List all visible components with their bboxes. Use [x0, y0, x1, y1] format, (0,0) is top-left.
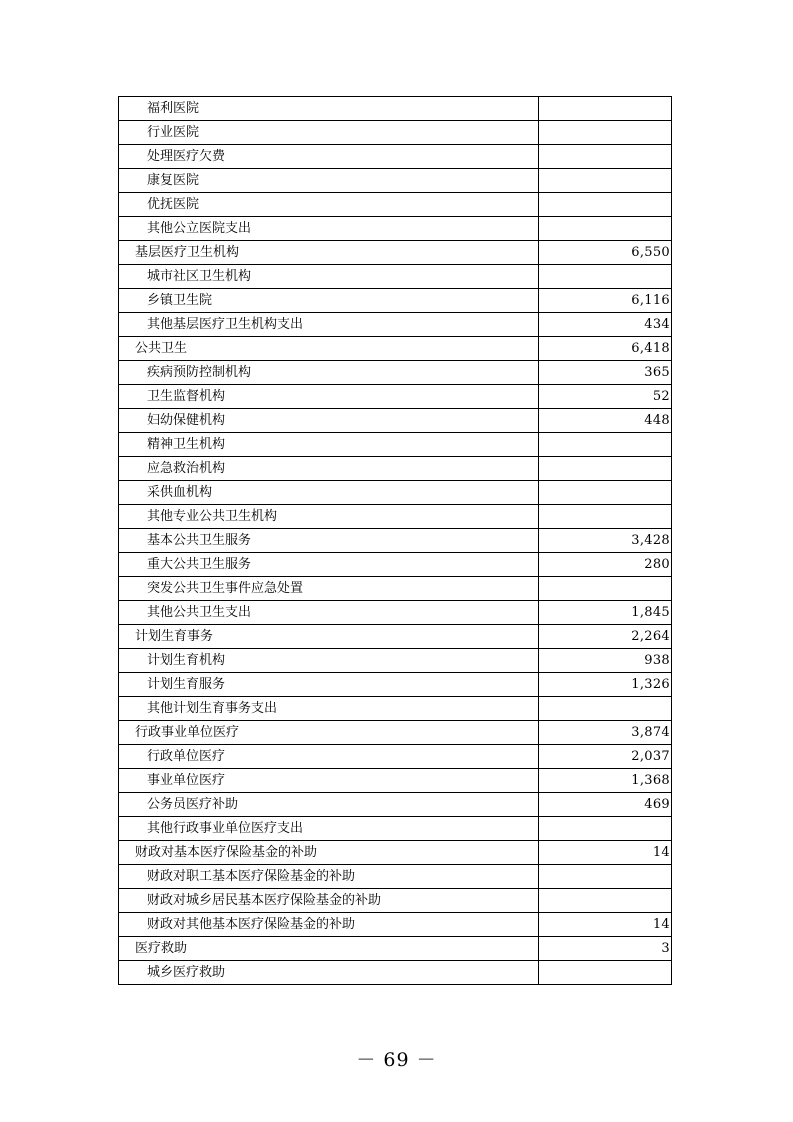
row-value-cell: 3,874	[539, 721, 672, 745]
row-name-cell: 行政单位医疗	[119, 745, 539, 769]
row-name-cell: 康复医院	[119, 169, 539, 193]
row-value-cell	[539, 193, 672, 217]
row-name-cell: 财政对其他基本医疗保险基金的补助	[119, 913, 539, 937]
row-name-cell: 计划生育服务	[119, 673, 539, 697]
row-name-cell: 城市社区卫生机构	[119, 265, 539, 289]
table-row	[119, 865, 672, 889]
table-row	[119, 217, 672, 241]
row-value-cell: 3	[539, 937, 672, 961]
table-row	[119, 889, 672, 913]
row-name-cell: 妇幼保健机构	[119, 409, 539, 433]
row-name-cell: 精神卫生机构	[119, 433, 539, 457]
row-value-cell	[539, 697, 672, 721]
table-row	[119, 553, 672, 577]
row-name-cell: 计划生育事务	[119, 625, 539, 649]
row-value-cell	[539, 217, 672, 241]
row-name-cell: 其他公共卫生支出	[119, 601, 539, 625]
table-row	[119, 673, 672, 697]
row-value-cell: 6,116	[539, 289, 672, 313]
row-name-cell: 事业单位医疗	[119, 769, 539, 793]
row-value-cell: 1,368	[539, 769, 672, 793]
row-name-cell: 乡镇卫生院	[119, 289, 539, 313]
row-name-cell: 计划生育机构	[119, 649, 539, 673]
row-value-cell	[539, 961, 672, 985]
table-row	[119, 817, 672, 841]
row-name-cell: 其他行政事业单位医疗支出	[119, 817, 539, 841]
row-name-cell: 其他基层医疗卫生机构支出	[119, 313, 539, 337]
table-row	[119, 697, 672, 721]
table-row	[119, 841, 672, 865]
row-value-cell: 1,326	[539, 673, 672, 697]
table-row	[119, 361, 672, 385]
table-row	[119, 481, 672, 505]
row-value-cell	[539, 145, 672, 169]
row-name-cell: 重大公共卫生服务	[119, 553, 539, 577]
row-value-cell	[539, 577, 672, 601]
table-row	[119, 457, 672, 481]
row-value-cell	[539, 817, 672, 841]
table-row	[119, 505, 672, 529]
table-row	[119, 625, 672, 649]
table-row	[119, 169, 672, 193]
expenditure-table	[118, 96, 672, 985]
row-name-cell: 医疗救助	[119, 937, 539, 961]
table-row	[119, 433, 672, 457]
row-value-cell	[539, 457, 672, 481]
row-name-cell: 城乡医疗救助	[119, 961, 539, 985]
row-name-cell: 应急救治机构	[119, 457, 539, 481]
row-name-cell: 财政对职工基本医疗保险基金的补助	[119, 865, 539, 889]
table-row	[119, 601, 672, 625]
row-name-cell: 其他专业公共卫生机构	[119, 505, 539, 529]
row-value-cell	[539, 97, 672, 121]
row-value-cell: 280	[539, 553, 672, 577]
row-name-cell: 处理医疗欠费	[119, 145, 539, 169]
row-name-cell: 公共卫生	[119, 337, 539, 361]
row-value-cell	[539, 169, 672, 193]
table-row	[119, 745, 672, 769]
table-body	[119, 97, 672, 985]
table-row	[119, 145, 672, 169]
row-value-cell: 469	[539, 793, 672, 817]
row-name-cell: 行业医院	[119, 121, 539, 145]
row-value-cell: 52	[539, 385, 672, 409]
row-value-cell	[539, 265, 672, 289]
row-value-cell: 6,418	[539, 337, 672, 361]
table-row	[119, 937, 672, 961]
table-row	[119, 121, 672, 145]
row-value-cell: 434	[539, 313, 672, 337]
row-name-cell: 卫生监督机构	[119, 385, 539, 409]
table-row	[119, 529, 672, 553]
row-value-cell: 3,428	[539, 529, 672, 553]
table-row	[119, 769, 672, 793]
row-value-cell	[539, 505, 672, 529]
table-row	[119, 289, 672, 313]
table-row	[119, 793, 672, 817]
row-name-cell: 福利医院	[119, 97, 539, 121]
row-value-cell: 1,845	[539, 601, 672, 625]
row-value-cell	[539, 865, 672, 889]
row-value-cell	[539, 889, 672, 913]
row-value-cell: 2,037	[539, 745, 672, 769]
table-row	[119, 265, 672, 289]
row-name-cell: 基层医疗卫生机构	[119, 241, 539, 265]
table-row	[119, 961, 672, 985]
table-row	[119, 313, 672, 337]
row-name-cell: 财政对基本医疗保险基金的补助	[119, 841, 539, 865]
row-value-cell: 14	[539, 913, 672, 937]
row-name-cell: 行政事业单位医疗	[119, 721, 539, 745]
table-row	[119, 409, 672, 433]
row-value-cell: 365	[539, 361, 672, 385]
table-row	[119, 97, 672, 121]
table-row	[119, 649, 672, 673]
table-row	[119, 337, 672, 361]
row-value-cell	[539, 121, 672, 145]
row-name-cell: 突发公共卫生事件应急处置	[119, 577, 539, 601]
row-name-cell: 疾病预防控制机构	[119, 361, 539, 385]
row-value-cell: 14	[539, 841, 672, 865]
row-value-cell	[539, 433, 672, 457]
row-value-cell: 448	[539, 409, 672, 433]
table-row	[119, 241, 672, 265]
row-value-cell: 6,550	[539, 241, 672, 265]
table-row	[119, 721, 672, 745]
table-row	[119, 913, 672, 937]
table-row	[119, 193, 672, 217]
row-name-cell: 其他计划生育事务支出	[119, 697, 539, 721]
table-row	[119, 577, 672, 601]
row-name-cell: 公务员医疗补助	[119, 793, 539, 817]
row-value-cell: 2,264	[539, 625, 672, 649]
row-value-cell	[539, 481, 672, 505]
row-name-cell: 财政对城乡居民基本医疗保险基金的补助	[119, 889, 539, 913]
row-name-cell: 其他公立医院支出	[119, 217, 539, 241]
table-row	[119, 385, 672, 409]
row-name-cell: 基本公共卫生服务	[119, 529, 539, 553]
row-value-cell: 938	[539, 649, 672, 673]
row-name-cell: 采供血机构	[119, 481, 539, 505]
row-name-cell: 优抚医院	[119, 193, 539, 217]
page-number: － 69 －	[356, 1049, 437, 1071]
